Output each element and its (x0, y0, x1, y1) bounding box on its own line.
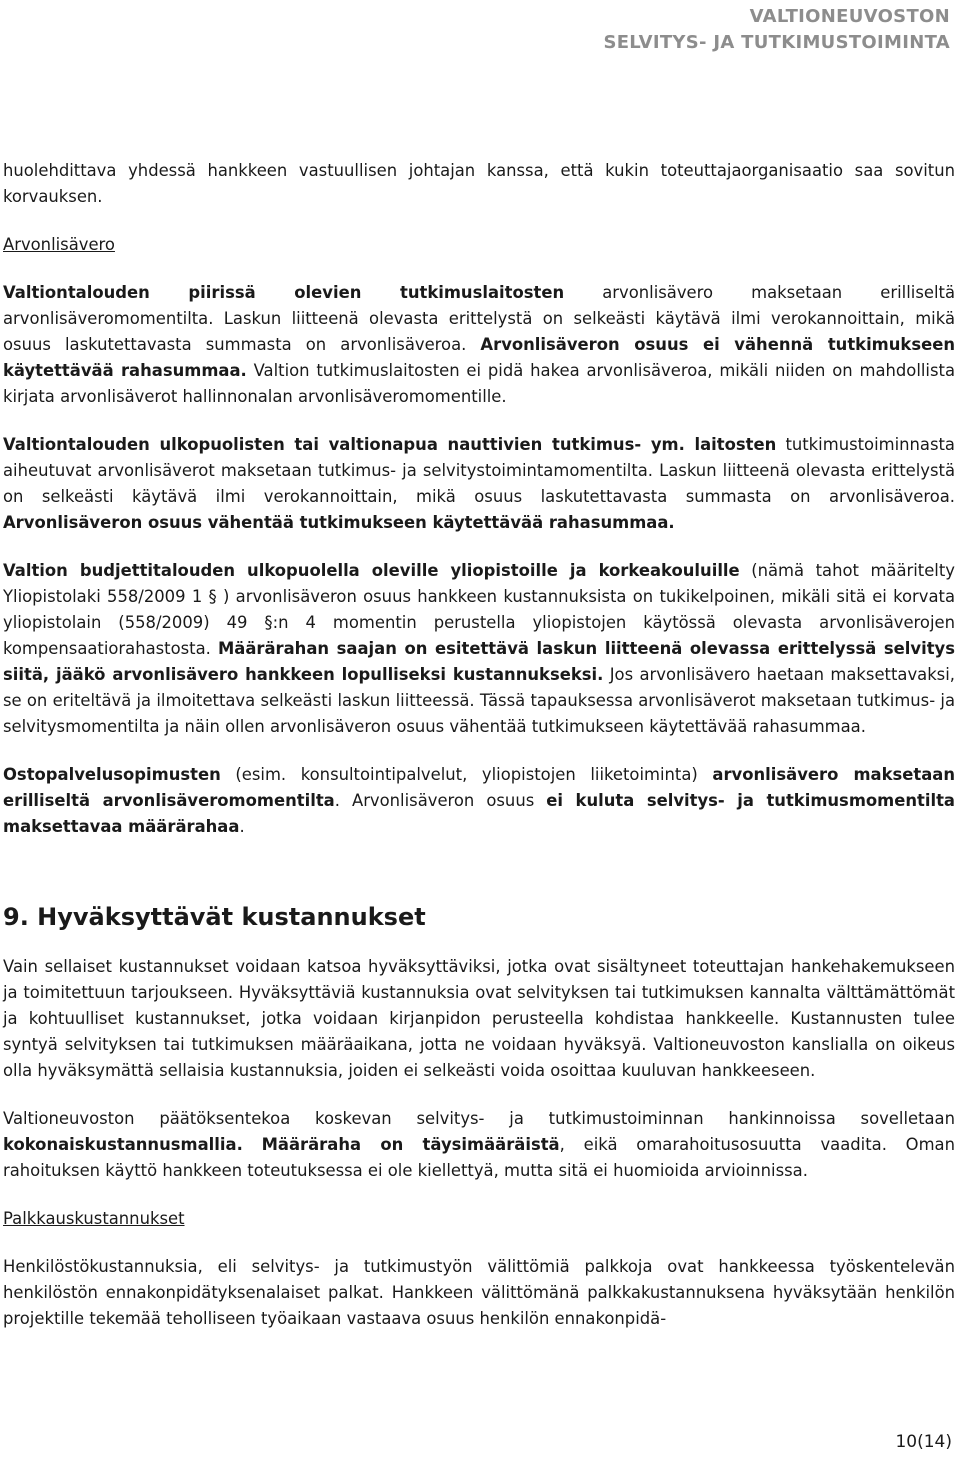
heading-palkkauskustannukset: Palkkauskustannukset (3, 1209, 185, 1228)
section-9-heading: 9. Hyväksyttävät kustannukset (3, 903, 426, 931)
salary-paragraph: Henkilöstökustannuksia, eli selvitys- ja tutkimustyön välittömiä palkkoja ovat hankkeessa työskentelevän henkilöstön ennakonpidätyksenalaiset palkat. Hankkeen välittömänä palkkakustannuksena hyväksytään henkilön projektille tekemää teholliseen työaikaan vastaava osuus henkilön ennakonpidä- (3, 1257, 955, 1328)
vat-p4-text-1: (esim. konsultointipalvelut, yliopistojen liiketoiminta) (220, 765, 713, 784)
page-number: 10(14) (895, 1432, 952, 1452)
vat-paragraph-1 (3, 280, 955, 410)
vat-p3-bold-1: Valtion budjettitalouden ulkopuolella oleville yliopistoille ja korkeakouluille (3, 561, 740, 580)
vat-paragraph-2 (3, 432, 955, 536)
page-header (603, 4, 950, 56)
vat-p1-bold-2: Arvonlisäveron osuus ei vähennä tutkimukseen käytettävää rahasummaa. (3, 335, 955, 380)
vat-paragraph-3 (3, 558, 955, 740)
vat-paragraph-4 (3, 762, 955, 840)
costs-p2-bold-1: kokonaiskustannusmallia. (3, 1135, 243, 1154)
costs-paragraph-2 (3, 1106, 955, 1184)
heading-arvonlisavero: Arvonlisävero (3, 235, 115, 254)
costs-paragraph-1: Vain sellaiset kustannukset voidaan katsoa hyväksyttäviksi, jotka ovat sisältyneet toteuttajan hankehakemukseen ja toimitettuun tarjoukseen. Hyväksyttäviä kustannuksia ovat selvityksen tai tutkimuksen kannalta välttämättömät ja kohtuulliset kustannukset, jotka voidaan kirjanpidon perusteella kohdistaa hankkeelle. Kustannusten tulee syntyä selvityksen tai tutkimuksen määräaikana, jotta ne voidaan hyväksyä. Valtioneuvoston kanslialla on oikeus olla hyväksymättä sellaisia kustannuksia, joiden ei selkeästi voida osoittaa kuuluvan hankkeeseen. (3, 957, 955, 1080)
vat-p1-text-2: Valtion tutkimuslaitosten ei pidä hakea arvonlisäveroa, mikäli niiden on mahdollista kirjata arvonlisäverot hallinnonalan arvonlisäveromomentille. (3, 361, 955, 406)
costs-p2-text-3: , eikä omarahoitusosuutta vaadita. Oman rahoituksen käyttö hankkeen toteutuksessa ei ole kiellettyä, mutta sitä ei huomioida arvioinnissa. (3, 1135, 955, 1180)
vat-p3-bold-2: Määrärahan saajan on esitettävä laskun liitteenä olevassa erittelyssä selvitys siitä, jääkö arvonlisävero hankkeen lopulliseksi kustannukseksi. (3, 639, 955, 684)
vat-p2-bold-2: Arvonlisäveron osuus vähentää tutkimukseen käytettävää rahasummaa. (3, 513, 675, 532)
vat-p2-bold-1: Valtiontalouden ulkopuolisten tai valtionapua nauttivien tutkimus- ym. laitosten (3, 435, 777, 454)
costs-p2-bold-2: Määräraha on täysimääräistä (261, 1135, 560, 1154)
vat-p4-text-2: . Arvonlisäveron osuus (334, 791, 547, 810)
header-line-2: SELVITYS- JA TUTKIMUSTOIMINTA (603, 32, 950, 53)
vat-p3-text-2: Jos arvonlisävero haetaan maksettavaksi, se on eriteltävä ja ilmoitettava selkeästi laskun liitteessä. Tässä tapauksessa arvonlisäverot maksetaan tutkimus- ja selvitysmomentilta ja näin ollen arvonlisäveron osuus vähentää tutkimukseen käytettävää rahasummaa. (3, 665, 955, 736)
vat-p4-bold-3: ei kuluta selvitys- ja tutkimusmomentilta maksettavaa määrärahaa (3, 791, 955, 836)
header-line-1: VALTIONEUVOSTON (749, 6, 950, 27)
costs-p2-text-1: Valtioneuvoston päätöksentekoa koskevan selvitys- ja tutkimustoiminnan hankinnoissa sovelletaan (3, 1109, 955, 1128)
vat-p1-text-1: arvonlisävero maksetaan erilliseltä arvonlisäveromomentilta. Laskun liitteenä olevasta erittelystä on selkeästi käytävä ilmi verokannoittain, mikä osuus laskutettavasta summasta on arvonlisäveroa. (3, 283, 955, 354)
vat-p4-bold-1: Ostopalvelusopimusten (3, 765, 221, 784)
vat-p1-bold-1: Valtiontalouden piirissä olevien tutkimuslaitosten (3, 283, 565, 302)
vat-p2-text-1: tutkimustoiminnasta aiheutuvat arvonlisäverot maksetaan tutkimus- ja selvitystoimintamomentilta. Laskun liitteenä olevasta erittelystä on selkeästi käytävä ilmi verokannoittain, mikä osuus laskutettavasta summasta on arvonlisäveroa. (3, 435, 955, 506)
vat-p4-text-3: . (239, 817, 245, 836)
vat-p4-bold-2: arvonlisävero maksetaan erilliseltä arvonlisäveromomentilta (3, 765, 955, 810)
vat-p3-text-1: (nämä tahot määritelty Yliopistolaki 558/2009 1 § ) arvonlisäveron osuus hankkeen kustannuksista on tukikelpoinen, mikäli sitä ei korvata yliopistolain (558/2009) 49 §:n 4 momentin perustella yliopistojen käytössä olevasta arvonlisäverojen kompensaatiorahastosta. (3, 561, 955, 658)
costs-p2-text-2 (243, 1135, 262, 1154)
intro-paragraph: huolehdittava yhdessä hankkeen vastuullisen johtajan kanssa, että kukin toteuttajaorganisaatio saa sovitun korvauksen. (3, 161, 955, 206)
document-body (3, 158, 955, 1332)
